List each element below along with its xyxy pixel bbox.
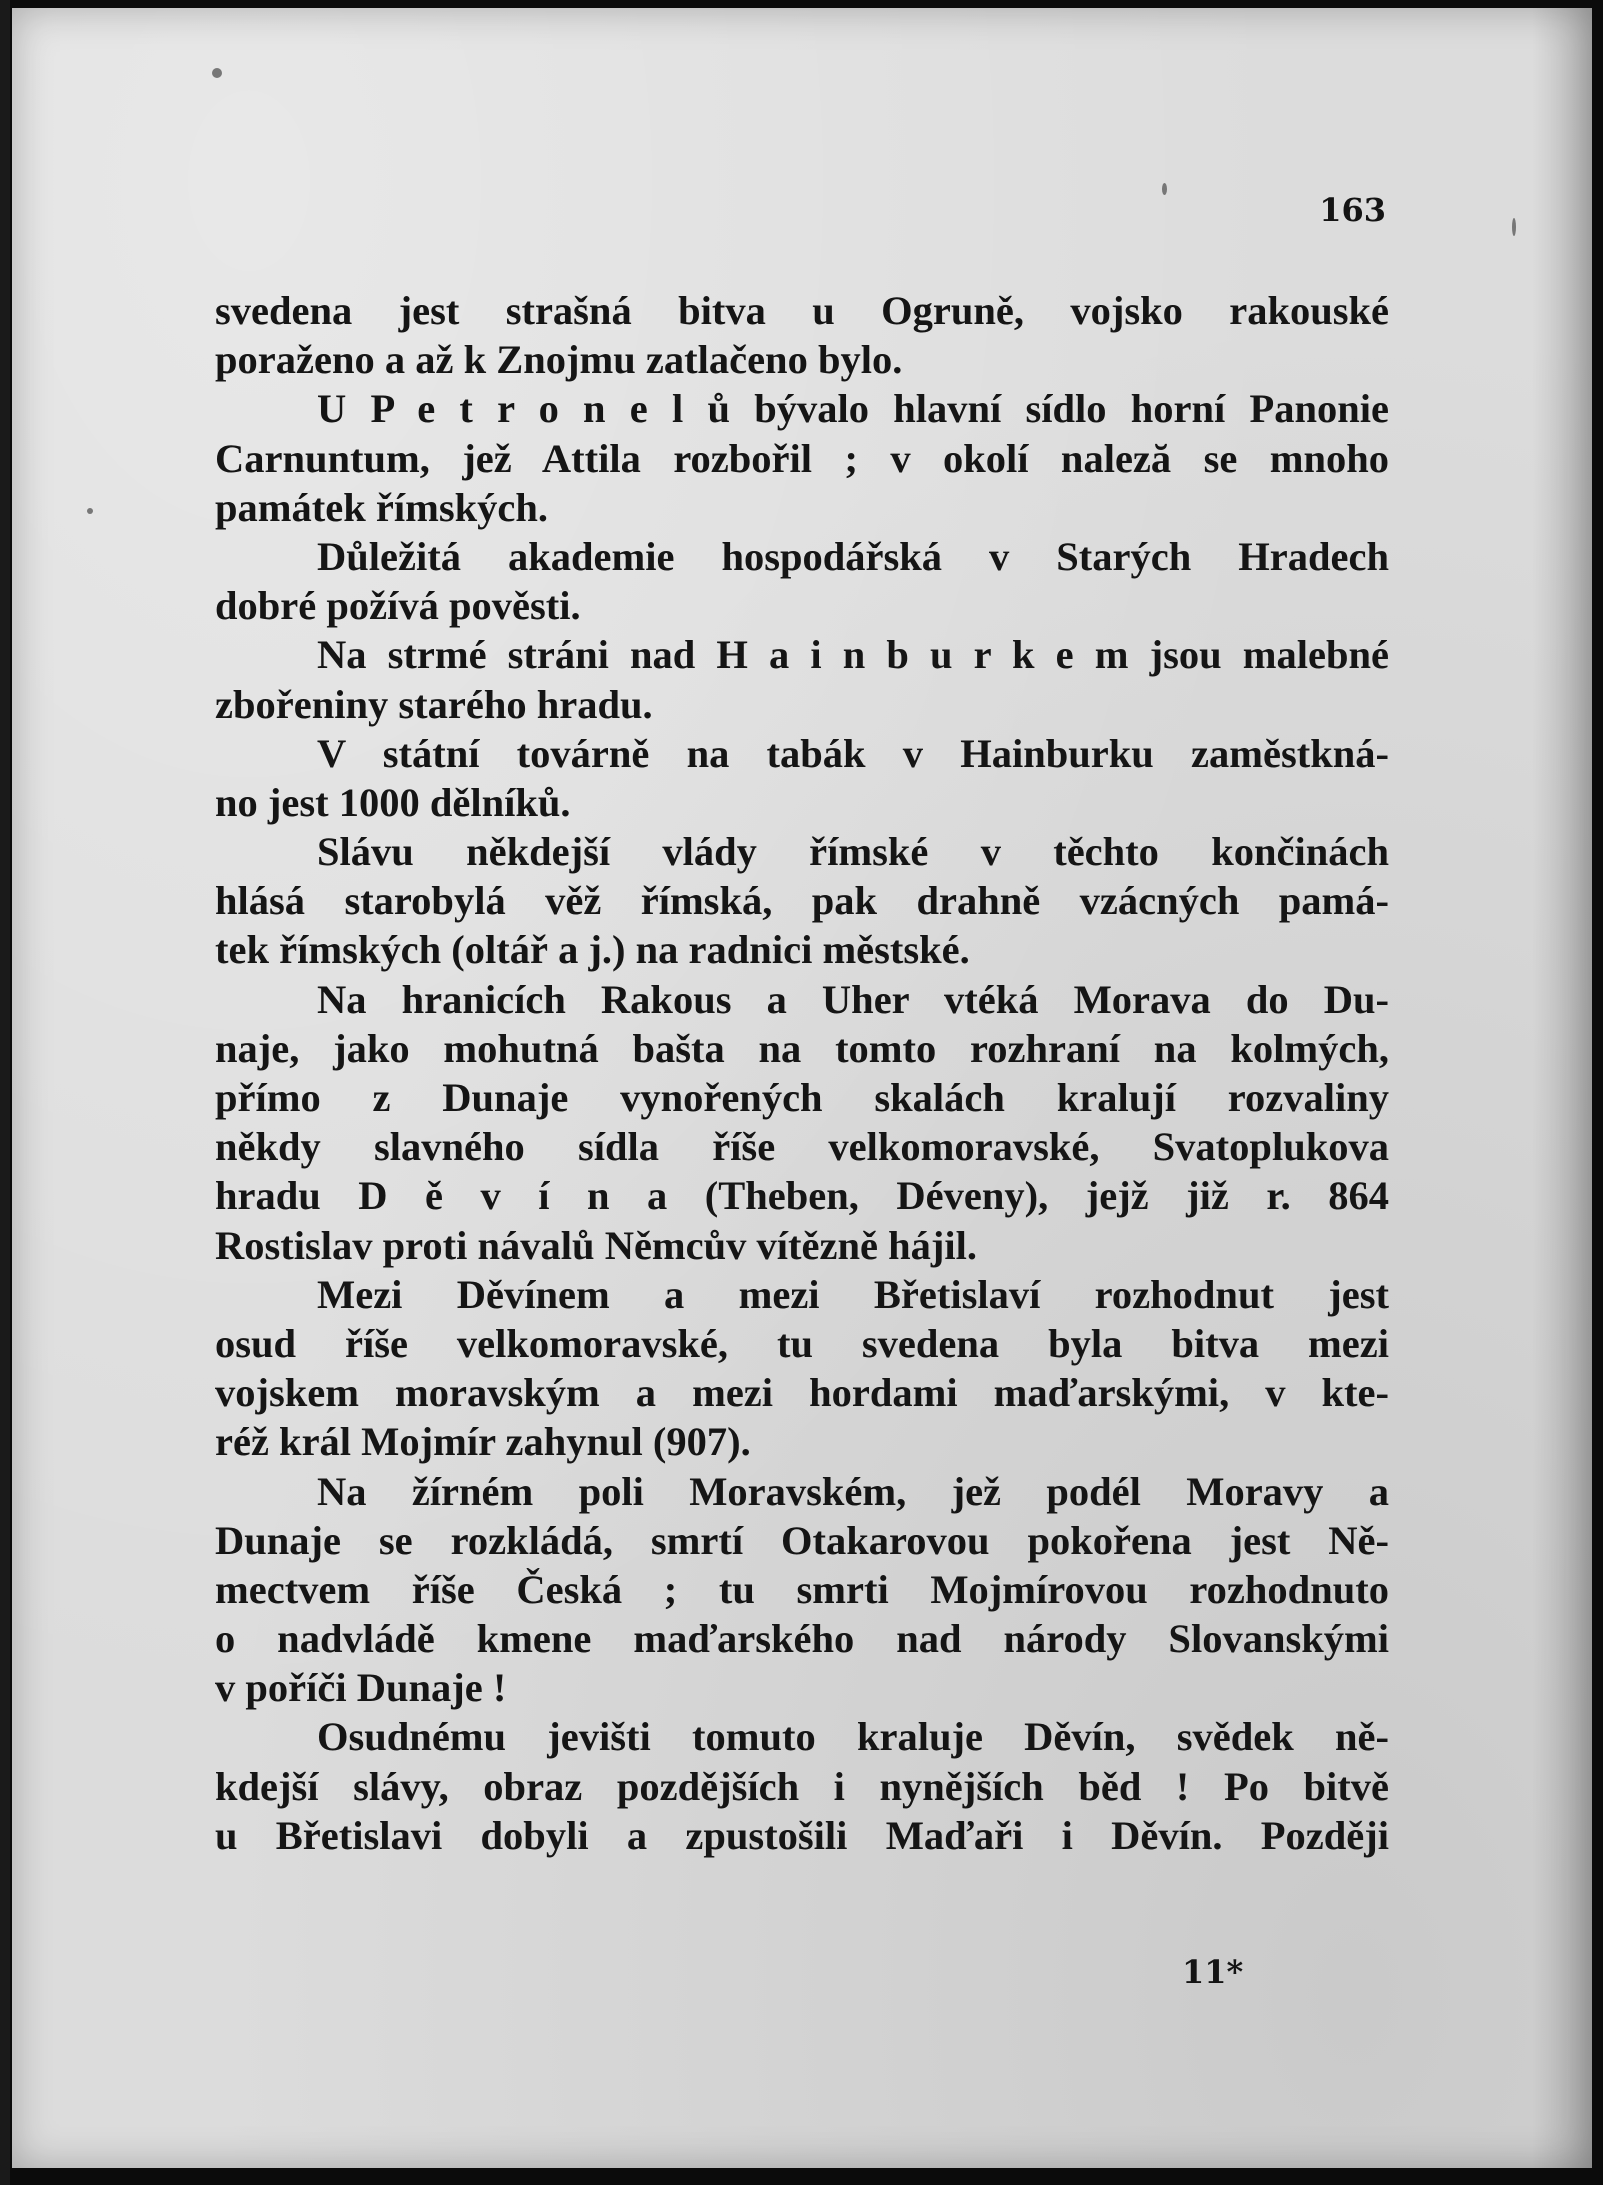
text-line: Rostislav proti návalů Němcův vítězně hájil. [215,1222,977,1268]
text-line: Důležitá akademie hospodářská v Starých Hradech [317,533,1389,579]
text-line: hradu D ě v í n a (Theben, Déveny), jejž již r. 864 [215,1173,1389,1219]
book-page [12,8,1592,2168]
page-number: 163 [1319,191,1386,229]
text-line: osud říše velkomoravské, tu svedena byla bitva mezi [215,1320,1389,1366]
printer-signature-mark: 11* [1182,1953,1244,1991]
text-line: mectvem říše Česká ; tu smrti Mojmírovou rozhodnuto [215,1566,1389,1612]
page-edge-shadow [1532,8,1592,2168]
text-line: Na hranicích Rakous a Uher vtéká Morava do Du- [317,976,1389,1022]
text-line: Carnuntum, jež Attila rozbořil ; v okolí naleză se mnoho [215,435,1389,481]
text-line: Mezi Děvínem a mezi Břetislaví rozhodnut jest [317,1271,1389,1317]
text-line: u Břetislavi dobyli a zpustošili Maďaři i Děvín. Později [215,1812,1389,1858]
text-line: réž král Mojmír zahynul (907). [215,1419,751,1465]
paper-speck [1512,218,1516,236]
text-line: vojskem moravským a mezi hordami maďarskými, v kte- [215,1370,1389,1416]
paper-speck [212,68,222,78]
text-line: U P e t r o n e l ů bývalo hlavní sídlo horní Panonie [317,386,1389,432]
text-line: zbořeniny starého hradu. [215,681,653,727]
text-line: v poříči Dunaje ! [215,1665,507,1711]
text-line: naje, jako mohutná bašta na tomto rozhraní na kolmých, [215,1025,1389,1071]
text-line: hlásá starobylá věž římská, pak drahně vzácných pamá- [215,878,1389,924]
paper-speck [87,508,93,514]
book-spine-edge [0,0,10,2185]
text-line: někdy slavného sídla říše velkomoravské, Svatoplukova [215,1124,1389,1170]
text-line: přímo z Dunaje vynořených skalách kralují rozvaliny [215,1075,1389,1120]
text-line: svedena jest strašná bitva u Ogruně, vojsko rakouské [215,288,1389,333]
text-line: o nadvládě kmene maďarského nad národy Slovanskými [215,1616,1389,1662]
text-line: Slávu někdejší vlády římské v těchto končinách [317,829,1389,875]
text-line: Osudnému jevišti tomuto kraluje Děvín, svědek ně- [317,1714,1389,1760]
text-line: poraženo a až k Znojmu zatlačeno bylo. [215,337,903,383]
text-line: kdejší slávy, obraz pozdějších i nynějších běd ! Po bitvě [215,1763,1389,1809]
text-line: památek římských. [215,484,548,530]
text-line: no jest 1000 dělníků. [215,779,571,825]
paper-speck [1162,183,1167,195]
body-text [215,286,1389,1860]
text-line: dobré požívá pověsti. [215,583,581,629]
text-line: Dunaje se rozkládá, smrtí Otakarovou pokořena jest Ně- [215,1517,1389,1563]
text-line: Na strmé stráni nad H a i n b u r k e m jsou malebné [317,632,1389,678]
text-line: V státní továrně na tabák v Hainburku zaměstkná- [317,730,1389,776]
text-line: Na žírném poli Moravském, jež podél Moravy a [317,1468,1389,1514]
text-line: tek římských (oltář a j.) na radnici městské. [215,927,970,973]
